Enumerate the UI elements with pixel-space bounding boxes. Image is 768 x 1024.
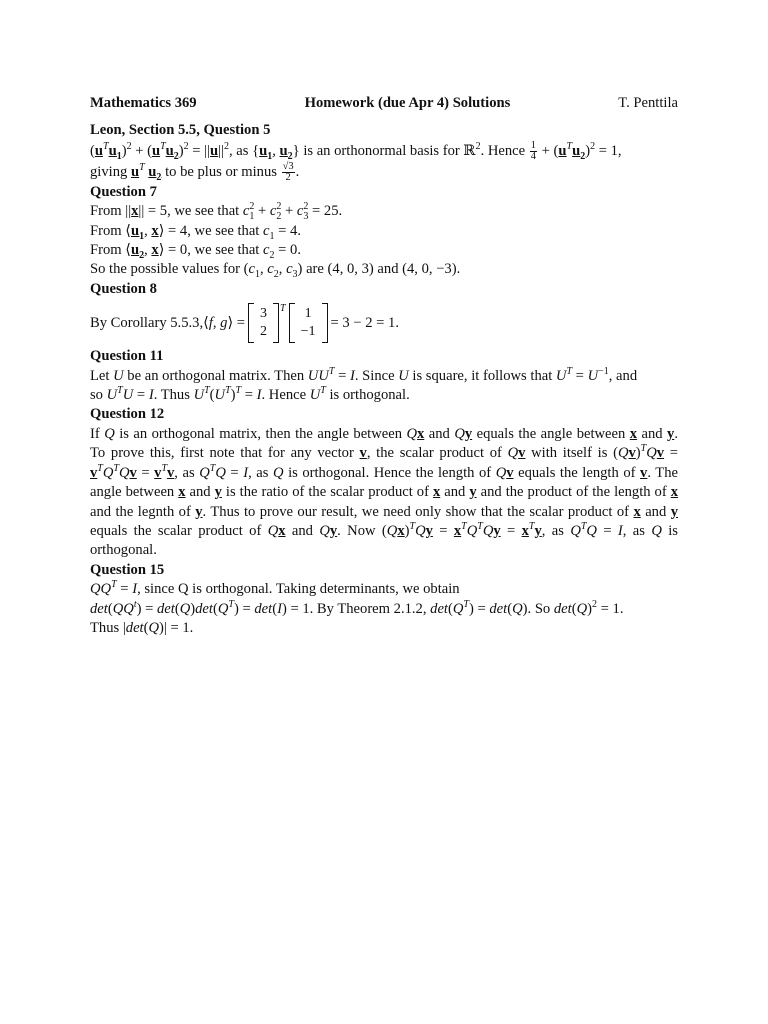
page-header (90, 94, 678, 113)
q8-equation: By Corollary 5.5.3, ⟨f, g⟩ = 3 2 T 1 −1 = 3 − 2 = 1. (90, 301, 678, 345)
q7-heading: Question 7 (90, 183, 157, 200)
q8-heading: Question 8 (90, 280, 157, 297)
matrix-a: 3 2 (248, 303, 279, 343)
q7-line-1: From ||x|| = 5, we see that $c^2_1 + c^2_2 + c^2_3 = 25$. (90, 201, 343, 223)
q5-heading: Leon, Section 5.5, Question 5 (90, 122, 271, 139)
q7-line-2: From $⟨u_1$, x⟩ = 4, we see that $c_1 = 4$. (90, 222, 301, 242)
author-name: T. Penttila (618, 95, 678, 111)
q15-line-1: $QQ^T = I$, since Q is orthogonal. Taking determinants, we obtain (90, 579, 460, 598)
document-page (90, 94, 678, 638)
q12-heading: Question 12 (90, 406, 165, 423)
q7-line-3: From $⟨u_2$, x⟩ = 0, we see that $c_2 = 0$. (90, 242, 301, 261)
q15-line-2: $\det(QQ^t) = \det(Q)\det(Q^T) = \det(I) = 1$. By Theorem 2.1.2, $\det(Q^T) = \det(Q)$. So $\det(Q)^2 = 1$. (90, 598, 624, 617)
q15-line-3: Thus |det(Q)| = 1. (90, 619, 194, 636)
q11-line-2: so $U^TU = I$. Thus $U^T(U^T)^T = I$. Hence $U^T$ is orthogonal. (90, 385, 410, 404)
q5-line-1: $(u^Tu_1)^2 + (u^Tu_2)^2 = ||u||^2$, as {$u_1$, $u_2$} is an orthonormal basis for ℝ$^2$. Hence $\frac{1}{4}$ + $(u^Tu_2)^2 = 1$, (90, 139, 622, 162)
q11-line-1: Let U be an orthogonal matrix. Then $UU^T = I$. Since U is square, it follows that $U^T = U^{-1}$, and (90, 365, 638, 384)
q11-heading: Question 11 (90, 348, 164, 365)
q7-line-4: So the possible values for ($c_1$, $c_2$, $c_3$) are (4, 0, 3) and (4, 0, −3). (90, 261, 461, 281)
q5-line-2: giving $u^T$ $u_2$ to be plus or minus $\frac{√3}{2}$ . (90, 160, 300, 183)
matrix-b: 1 −1 (289, 303, 328, 343)
q15-heading: Question 15 (90, 561, 165, 578)
q12-paragraph: If Q is an orthogonal matrix, then the angle between Qx and Qy equals the angle between x and y. To prove this, first note that for any vector v, the scalar product of Qv with itself is $(Qv)^TQv = v^TQ^TQv = v^Tv$, as $Q^TQ = I$, as Q is orthogonal. Hence the length of Qv equals the length of v. The angle between x and y is the ratio of the scalar product of x and y and the product of the length of x and the legnth of y. Thus to prove our result, we need only show that the scalar product of x and y equals the scalar product of Qx and Qy. Now $(Qx)^TQy = x^TQ^TQy = x^Ty$, as $Q^TQ = I$, as Q is orthogonal. (90, 425, 679, 559)
course-name: Mathematics 369 (90, 95, 197, 111)
document-title: Homework (due Apr 4) Solutions (304, 95, 511, 111)
